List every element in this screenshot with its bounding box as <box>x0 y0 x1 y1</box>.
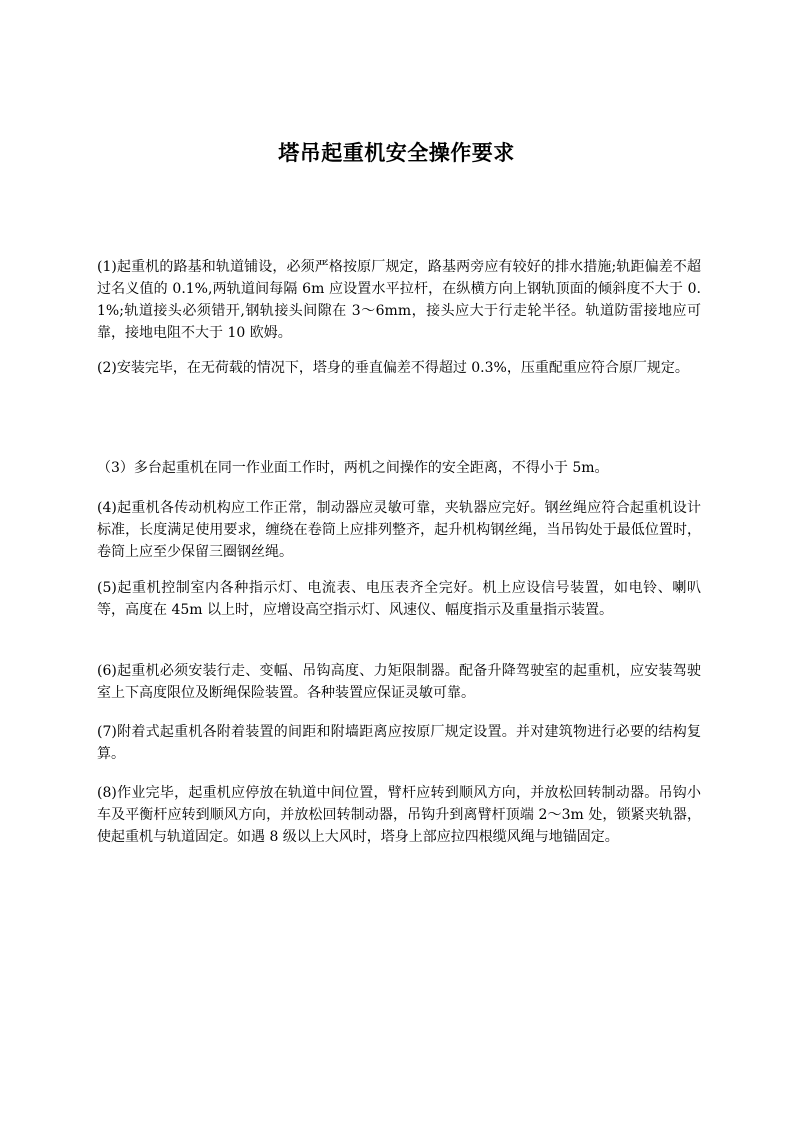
document-title: 塔吊起重机安全操作要求 <box>278 141 515 165</box>
paragraph-2: (2)安装完毕，在无荷载的情况下，塔身的垂直偏差不得超过 0.3%，压重配重应符合原厂规定。 <box>97 360 689 376</box>
paragraph-7: (7)附着式起重机各附着装置的间距和附墙距离应按原厂规定设置。并对建筑物进行必要的结构复算。 <box>97 724 701 762</box>
paragraph-1: (1)起重机的路基和轨道铺设，必须严格按原厂规定，路基两旁应有较好的排水措施;轨距偏差不超过名义值的 0.1%,两轨道间每隔 6m 应设置水平拉杆，在纵横方向上钢轨顶面的倾斜度不大于 0.1%;轨道接头必须错开,钢轨接头间隙在 3～6mm，接头应大于行走轮半径。轨道防雷接地应可靠，接地电阻不大于 10 欧姆。 <box>97 259 701 341</box>
paragraph-4: (4)起重机各传动机构应工作正常，制动器应灵敏可靠，夹轨器应完好。钢丝绳应符合起重机设计标准，长度满足使用要求，缠绕在卷筒上应排列整齐，起升机构钢丝绳，当吊钩处于最低位置时，卷筒上应至少保留三圈钢丝绳。 <box>97 500 701 560</box>
paragraph-5: (5)起重机控制室内各种指示灯、电流表、电压表齐全完好。机上应设信号装置，如电铃、喇叭等，高度在 45m 以上时，应增设高空指示灯、风速仪、幅度指示及重量指示装置。 <box>97 580 701 618</box>
paragraph-3: （3）多台起重机在同一作业面工作时，两机之间操作的安全距离，不得小于 5m。 <box>97 460 609 476</box>
paragraph-6: (6)起重机必须安装行走、变幅、吊钩高度、力矩限制器。配备升降驾驶室的起重机，应安装驾驶室上下高度限位及断绳保险装置。各种装置应保证灵敏可靠。 <box>97 663 701 701</box>
paragraph-8: (8)作业完毕，起重机应停放在轨道中间位置，臂杆应转到顺风方向，并放松回转制动器。吊钩小车及平衡杆应转到顺风方向，并放松回转制动器，吊钩升到离臂杆顶端 2～3m 处，锁紧夹轨器，使起重机与轨道固定。如遇 8 级以上大风时，塔身上部应拉四根缆风绳与地锚固定。 <box>97 785 701 845</box>
